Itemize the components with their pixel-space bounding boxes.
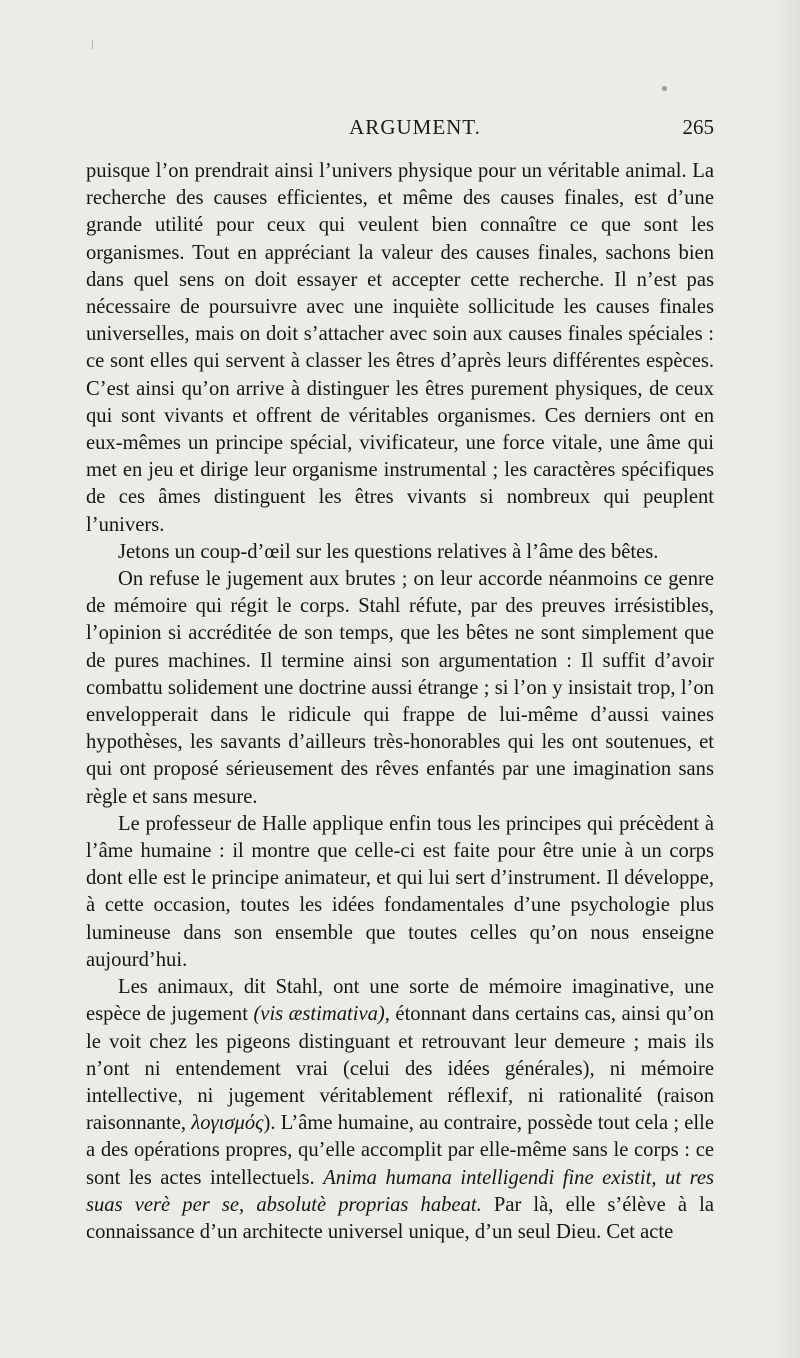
- page-mark: [92, 40, 93, 49]
- text-run: On refuse le jugement aux brutes ; on leur accorde néanmoins ce genre de mémoire qui régit le corps. Stahl réfute, par des preuves irrésistibles, l’opinion si accréditée de son temps, que les bêtes ne sont simplement que de pures machines. Il termine ainsi son argumentation : Il suffit d’avoir combattu solidement une doctrine aussi étrange ; si l’on y insistait trop, l’on envelopperait dans le ridicule qui frappe de lui-même d’aussi vaines hypothèses, les savants d’ailleurs très-honorables qui les ont soutenues, et qui ont proposé sérieusement des rêves enfantés par une imagination sans règle et sans mesure.: [86, 568, 714, 808]
- page-header: [86, 115, 714, 147]
- italic-phrase: (vis æstimativa),: [253, 1003, 390, 1026]
- paragraph: [86, 974, 714, 1246]
- italic-phrase: λογισμός: [191, 1112, 264, 1135]
- ink-spot: [662, 86, 667, 91]
- text-run: Les animaux, dit Stahl, ont une sorte de mémoire imaginative, une espèce de jugement: [86, 976, 714, 1026]
- italic-phrase: Anima humana intelligendi fine existit, ut res suas verè per se, absolutè proprias habeat.: [86, 1166, 714, 1216]
- text-run: Par là, elle s’élève à la connaissance d’un architecte universel unique, d’un seul Dieu. Cet acte: [86, 1193, 714, 1243]
- paragraph: [86, 539, 714, 566]
- text-run: Le professeur de Halle applique enfin tous les principes qui précèdent à l’âme humaine : il montre que celle-ci est faite pour être unie à un corps dont elle est le principe animateur, et qui lui sert d’instrument. Il développe, à cette occasion, toutes les idées fondamentales d’une psychologie plus lumineuse dans son ensemble que toutes celles qu’on nous enseigne aujourd’hui.: [86, 812, 714, 971]
- text-run: ). L’âme humaine, au contraire, possède tout cela ; elle a des opérations propres, qu’elle accomplit par elle-même sans le corps : ce sont les actes intellectuels.: [86, 1112, 714, 1189]
- text-run: étonnant dans certains cas, ainsi qu’on le voit chez les pigeons distinguant et retrouvant leur demeure ; mais ils n’ont ni entendement vrai (celui des idées générales), ni mémoire intellective, ni jugement véritablement réflexif, ni rationalité (raison raisonnante,: [86, 1003, 715, 1135]
- body-text: [86, 158, 714, 1246]
- paragraph: [86, 566, 714, 811]
- paragraph: [86, 811, 714, 974]
- running-title: ARGUMENT.: [349, 115, 481, 139]
- page-number: 265: [682, 115, 714, 139]
- text-run: Jetons un coup-d’œil sur les questions relatives à l’âme des bêtes.: [118, 540, 659, 563]
- text-run: puisque l’on prendrait ainsi l’univers physique pour un véritable animal. La recherche des causes efficientes, et même des causes finales, est d’une grande utilité pour ceux qui veulent bien connaître ce que sont les organismes. Tout en appréciant la valeur des causes finales, sachons bien dans quel sens on doit essayer et accepter cette recherche. Il n’est pas nécessaire de poursuivre avec une inquiète sollicitude les causes finales universelles, mais on doit s’attacher avec soin aux causes finales spéciales : ce sont elles qui servent à classer les êtres d’après leurs différentes espèces. C’est ainsi qu’on arrive à distinguer les êtres purement physiques, de ceux qui sont vivants et offrent de véritables organismes. Ces derniers ont en eux-mêmes un principe spécial, vivificateur, une force vitale, une âme qui met en jeu et dirige leur organisme instrumental ; les caractères spécifiques de ces âmes distinguent les êtres vivants si nombreux qui peuplent l’univers.: [86, 160, 714, 536]
- paragraph: [86, 158, 714, 539]
